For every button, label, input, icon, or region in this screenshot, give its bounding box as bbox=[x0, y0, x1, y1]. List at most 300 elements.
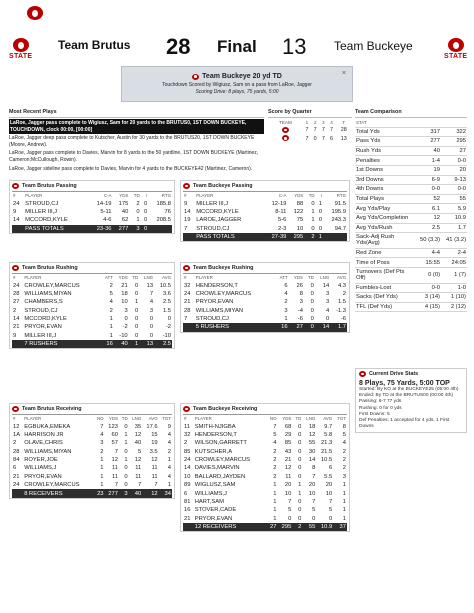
player-name: WILLIAMS,J bbox=[24, 465, 57, 472]
table-row[interactable] bbox=[183, 199, 347, 207]
player-name: PLAYER bbox=[25, 193, 43, 199]
stat-cell: 6 bbox=[329, 465, 333, 472]
stat-cell: 10.9 bbox=[316, 523, 333, 531]
stat-cell: TD bbox=[132, 275, 139, 281]
stat-cell: ATT bbox=[279, 275, 288, 281]
stat-cell: 11 bbox=[285, 473, 292, 480]
stat-value: 50 (3.3) bbox=[415, 233, 441, 249]
stat-cell: 3 bbox=[342, 473, 346, 480]
player-name: SMITH-NJIGBA bbox=[194, 423, 236, 430]
stat-cell: 12 bbox=[308, 431, 316, 438]
stat-cell: 277 bbox=[113, 225, 130, 233]
recent-play-item[interactable]: LaRoe, Jagger pass complete to Davies, Marvin for 8 yards to the 50 yardline, 1ST DOWN BUCKEYE (Martinez, Cameron;McCullough, Rowin). bbox=[9, 150, 259, 163]
stat-cell: 5 bbox=[312, 507, 316, 514]
stat-cell: 12 bbox=[142, 489, 158, 497]
away-score: 13 bbox=[282, 34, 307, 59]
logo-wordmark: STATE bbox=[9, 53, 33, 60]
stat-cell: 30 bbox=[308, 448, 316, 455]
table-row[interactable] bbox=[183, 448, 347, 456]
stat-cell: 0 bbox=[312, 515, 316, 522]
stat-cell: 27 bbox=[289, 323, 304, 331]
stat-cell: 1 bbox=[273, 482, 277, 489]
brutus-receiving-card bbox=[9, 403, 175, 499]
table-row[interactable] bbox=[183, 498, 347, 506]
stat-cell: 7 bbox=[329, 498, 333, 505]
stat-cell: 5 bbox=[342, 431, 346, 438]
stat-cell: 18 bbox=[121, 290, 128, 297]
stat-value: 55 bbox=[441, 194, 467, 204]
stat-cell: AVG bbox=[337, 275, 346, 281]
comparison-row bbox=[355, 267, 467, 283]
table-row[interactable] bbox=[12, 439, 172, 447]
banner-description: Touchdown Scored by Wigiusz, Sam on a pass from LaRoe, Jagger bbox=[162, 82, 312, 88]
table-row[interactable] bbox=[12, 464, 172, 472]
stat-cell: YDS bbox=[293, 275, 303, 281]
stats-table bbox=[183, 192, 347, 241]
stat-cell: YDS bbox=[118, 275, 128, 281]
stats-table bbox=[12, 274, 172, 348]
stat-cell: 55 bbox=[302, 523, 316, 531]
brutus-passing-card bbox=[9, 180, 175, 234]
recent-play-item[interactable]: LaRoe, Jagger pass complete to Wigiusz, Sam for 20 yards to the BRUTUS0, 1ST DOWN BUCKEYE, TOUCHDOWN, clock 00:00, [00:00] bbox=[9, 119, 264, 134]
stat-cell: 19 bbox=[151, 440, 158, 447]
team-comparison-title: Team Comparison bbox=[355, 109, 402, 115]
stat-cell: 1 bbox=[342, 515, 346, 522]
card-header bbox=[12, 406, 172, 415]
stat-cell: 7 bbox=[184, 225, 188, 232]
stat-cell: 1 bbox=[273, 498, 277, 505]
table-row[interactable] bbox=[12, 448, 172, 456]
stat-cell: 2 bbox=[342, 457, 346, 464]
quarter-score: 7 bbox=[321, 135, 325, 142]
table-row[interactable] bbox=[183, 298, 347, 306]
player-name: CROWLEY,MARCUS bbox=[194, 457, 251, 464]
col-header: 1 bbox=[305, 120, 309, 125]
player-name: PLAYER bbox=[24, 275, 42, 281]
player-name: PLAYER bbox=[194, 416, 212, 422]
stat-cell: 5 bbox=[138, 448, 142, 455]
stat-cell: 14-19 bbox=[96, 200, 112, 207]
stat-cell: 32 bbox=[184, 282, 191, 289]
stat-cell: 18 bbox=[308, 423, 316, 430]
table-row[interactable] bbox=[183, 225, 347, 233]
stat-cell: 89 bbox=[184, 482, 191, 489]
stat-cell: 21 bbox=[184, 515, 191, 522]
stat-cell: 195.9 bbox=[331, 208, 346, 215]
stat-value: 0-0 bbox=[441, 156, 467, 166]
player-name: KUTSCHER,A bbox=[194, 448, 233, 455]
player-name: CROWLEY,MARCUS bbox=[195, 290, 252, 297]
player-name: MCCORD,KYLE bbox=[25, 217, 68, 224]
table-row[interactable] bbox=[12, 456, 172, 464]
away-team-name[interactable]: Team Buckeye bbox=[334, 39, 413, 53]
stat-cell: 21 bbox=[13, 473, 20, 480]
current-drive-title: Current Drive Stats bbox=[369, 371, 419, 377]
stat-label: Sack-Adj Rush Yds(Avg) bbox=[355, 233, 415, 249]
stat-cell: 28 bbox=[184, 307, 191, 314]
stat-label: Avg Yds/Completion bbox=[355, 213, 415, 223]
stat-cell: 21 bbox=[184, 299, 191, 306]
table-row[interactable] bbox=[12, 315, 172, 323]
stat-cell: 1 bbox=[129, 340, 140, 348]
stat-cell: 1 bbox=[109, 324, 113, 331]
player-name: 12 RECEIVERS bbox=[194, 523, 267, 531]
recent-plays-panel bbox=[9, 109, 264, 173]
stat-cell: 1 bbox=[167, 482, 171, 489]
stat-label: 4th Downs bbox=[355, 185, 415, 195]
stat-cell: 1 bbox=[311, 217, 315, 224]
stat-cell: 20 bbox=[284, 482, 292, 489]
stat-cell: 6 bbox=[13, 465, 17, 472]
stat-cell: 10 bbox=[325, 490, 333, 497]
stat-cell: 0 bbox=[310, 290, 314, 297]
stat-cell: 1 bbox=[124, 440, 128, 447]
stat-value: 27 bbox=[441, 146, 467, 156]
stat-cell: 7 bbox=[114, 482, 118, 489]
table-row[interactable] bbox=[183, 307, 347, 315]
comparison-row bbox=[355, 223, 467, 233]
stat-cell: 3 bbox=[100, 440, 104, 447]
player-name: PASS TOTALS bbox=[24, 225, 88, 233]
stat-value: 10.9 bbox=[441, 213, 467, 223]
player-name: PRYOR,EVAN bbox=[194, 515, 233, 522]
stat-value: 277 bbox=[415, 137, 441, 147]
stat-cell: C-A bbox=[103, 193, 112, 199]
recent-play-item[interactable]: LaRoe, Jagger sideline pass complete to Davies, Marvin for 4 yards to the BUCKEYE42 (Martinez, Cameron). bbox=[9, 165, 253, 172]
stat-cell: 23-36 bbox=[88, 225, 112, 233]
stat-value: 322 bbox=[441, 127, 467, 137]
team-row bbox=[268, 126, 352, 134]
stats-table bbox=[12, 192, 172, 233]
player-name: MCCORD,KYLE bbox=[24, 316, 67, 323]
stat-cell: 14 bbox=[322, 282, 330, 289]
stat-cell: 4-6 bbox=[103, 217, 112, 224]
stat-cell: # bbox=[184, 193, 187, 199]
stat-cell: 122 bbox=[293, 208, 304, 215]
stat-cell: 0 bbox=[149, 316, 154, 323]
team-logo-icon bbox=[12, 183, 19, 189]
team-logo-icon bbox=[359, 371, 366, 377]
table-row[interactable] bbox=[183, 506, 347, 514]
stat-cell: 0 bbox=[318, 208, 323, 215]
stat-cell: 3.5 bbox=[149, 448, 158, 455]
total-score: 13 bbox=[340, 135, 347, 142]
table-row[interactable] bbox=[183, 315, 347, 323]
stat-cell: 0 bbox=[288, 515, 292, 522]
stat-cell: I bbox=[145, 193, 148, 199]
stat-cell: 2 bbox=[109, 282, 113, 289]
table-row[interactable] bbox=[183, 473, 347, 481]
scoreboard-header bbox=[0, 34, 474, 62]
table-row[interactable] bbox=[12, 307, 172, 315]
stat-cell: 81 bbox=[184, 498, 191, 505]
stat-cell: 1 bbox=[298, 482, 302, 489]
table-row[interactable] bbox=[183, 439, 347, 447]
stat-cell: 1 bbox=[342, 490, 346, 497]
stat-cell: 28 bbox=[13, 448, 20, 455]
table-row[interactable] bbox=[12, 298, 172, 306]
stat-cell: 1 bbox=[342, 482, 346, 489]
stat-cell: 1 bbox=[124, 457, 128, 464]
table-row[interactable] bbox=[183, 216, 347, 224]
player-name: WILLIAMS,MIYAN bbox=[24, 448, 72, 455]
stat-value: 40 bbox=[415, 146, 441, 156]
stat-value: 41 (3.2) bbox=[441, 233, 467, 249]
player-name: MILLER III,J bbox=[196, 200, 229, 207]
player-name: DAVIES,MARVIN bbox=[194, 465, 240, 472]
stat-cell: 2 bbox=[342, 465, 346, 472]
header-row bbox=[183, 274, 347, 281]
stat-value: 1 (7) bbox=[441, 267, 467, 283]
totals-row bbox=[183, 523, 347, 531]
stat-cell: 16 bbox=[100, 340, 113, 348]
stat-cell: 1 bbox=[124, 431, 128, 438]
stat-cell: -2 bbox=[165, 324, 171, 331]
team-logo-icon bbox=[282, 127, 289, 133]
team-logo-icon bbox=[12, 406, 19, 412]
stat-cell: 84 bbox=[13, 457, 20, 464]
stat-cell: 175 bbox=[118, 200, 129, 207]
totals-row bbox=[12, 340, 172, 348]
table-row[interactable] bbox=[12, 431, 172, 439]
stat-cell: 1 bbox=[318, 200, 323, 207]
stat-value: 19 bbox=[415, 165, 441, 175]
stat-cell: 1 bbox=[109, 316, 113, 323]
drive-line: Passing: 6-7 77 yds bbox=[359, 399, 402, 405]
stat-value: 1.7 bbox=[441, 223, 467, 233]
stat-cell: 4 bbox=[326, 307, 330, 314]
quarter-score: 7 bbox=[305, 127, 309, 134]
stat-cell: 0 bbox=[311, 225, 315, 232]
stat-value: 2-4 bbox=[441, 248, 467, 258]
stat-cell: 20 bbox=[308, 482, 316, 489]
player-name: STROUD,CJ bbox=[195, 316, 229, 323]
player-name: HENDERSON,T bbox=[194, 431, 237, 438]
block-o-icon bbox=[27, 6, 43, 20]
comparison-row bbox=[355, 204, 467, 214]
player-name: WILLIAMS,MIYAN bbox=[24, 290, 72, 297]
stat-cell: 0 bbox=[135, 324, 139, 331]
drive-line: Ended: By TD at the BRUTUS00 (00:00 4th) bbox=[359, 393, 454, 399]
header-row bbox=[183, 415, 347, 422]
stat-cell: 5-11 bbox=[100, 208, 112, 215]
table-row[interactable] bbox=[12, 290, 172, 298]
stat-cell: -4 bbox=[297, 307, 303, 314]
table-row[interactable] bbox=[183, 456, 347, 464]
player-name: OLAVE,CHRIS bbox=[24, 440, 63, 447]
card-header bbox=[12, 183, 172, 192]
stat-cell: 9 bbox=[167, 423, 171, 430]
comparison-header-row bbox=[355, 119, 467, 127]
stat-cell: 1.5 bbox=[337, 299, 346, 306]
stat-cell: 26 bbox=[296, 282, 303, 289]
stat-cell: 1 bbox=[342, 498, 346, 505]
stat-cell: LNG bbox=[320, 275, 330, 281]
stat-cell: 0 bbox=[329, 515, 333, 522]
stat-cell: 2 bbox=[109, 307, 113, 314]
stat-cell: 4.3 bbox=[337, 282, 346, 289]
table-row[interactable] bbox=[183, 489, 347, 497]
table-row[interactable] bbox=[12, 473, 172, 481]
stat-cell: 40 bbox=[134, 440, 142, 447]
stat-label: Penalties bbox=[355, 156, 415, 166]
header-row bbox=[12, 274, 172, 281]
stat-cell: # bbox=[13, 416, 16, 422]
score-by-quarter-title: Score by Quarter bbox=[268, 109, 312, 115]
stat-cell: 1 bbox=[316, 233, 324, 241]
stat-cell: 9 bbox=[13, 332, 17, 339]
stat-cell: 7 bbox=[138, 482, 142, 489]
home-team-name[interactable]: Team Brutus bbox=[58, 38, 131, 52]
stat-cell: 0 bbox=[143, 200, 148, 207]
stat-cell: 0 bbox=[124, 473, 128, 480]
stat-cell: 2 bbox=[13, 307, 17, 314]
table-row[interactable] bbox=[12, 481, 172, 489]
stat-cell: 277 bbox=[105, 489, 119, 497]
banner-title: Team Buckeye 20 yd TD bbox=[202, 73, 282, 80]
stat-cell: 1 bbox=[167, 457, 171, 464]
stat-cell: 2 bbox=[304, 233, 315, 241]
table-row[interactable] bbox=[183, 515, 347, 523]
table-row[interactable] bbox=[183, 208, 347, 216]
stat-cell: 0 bbox=[141, 225, 149, 233]
stat-cell: 2 bbox=[13, 440, 17, 447]
stat-cell: 295 bbox=[287, 233, 304, 241]
stat-cell: 28 bbox=[13, 290, 20, 297]
table-row[interactable] bbox=[12, 216, 172, 224]
table-row[interactable] bbox=[12, 199, 172, 207]
card-header bbox=[12, 265, 172, 274]
stat-cell: 12 bbox=[13, 423, 20, 430]
stat-cell: 3 bbox=[299, 299, 303, 306]
card-header bbox=[183, 406, 347, 415]
quarter-score: 7 bbox=[313, 127, 317, 134]
table-row[interactable] bbox=[12, 281, 172, 289]
stat-cell: 11 bbox=[184, 423, 191, 430]
stat-cell: 1 bbox=[284, 316, 288, 323]
stat-cell bbox=[12, 225, 24, 233]
player-name: STROUD,CJ bbox=[25, 200, 59, 207]
stat-cell: AVG bbox=[148, 416, 158, 422]
stat-label: Fumbles-Lost bbox=[355, 283, 415, 293]
stat-cell: 0 bbox=[298, 431, 302, 438]
comparison-row bbox=[355, 146, 467, 156]
close-icon[interactable]: × bbox=[341, 70, 346, 77]
stat-cell: 2 bbox=[284, 299, 288, 306]
stat-cell: 1A bbox=[13, 431, 21, 438]
stat-cell: 3 bbox=[119, 489, 129, 497]
quarter-score: 6 bbox=[330, 135, 333, 142]
stat-value: 3 (14) bbox=[415, 293, 441, 303]
stat-cell: 5 bbox=[329, 507, 333, 514]
stat-cell: 10.5 bbox=[159, 282, 171, 289]
stat-label: Avg Yds/Rush bbox=[355, 223, 415, 233]
stat-cell: 7 bbox=[312, 498, 316, 505]
stat-cell: 295 bbox=[278, 523, 293, 531]
drive-line: Def Penalties: 1 accepted for 4 yds, 1 First Downs bbox=[359, 418, 450, 430]
table-row[interactable] bbox=[12, 422, 172, 430]
stat-value: 1-0 bbox=[441, 283, 467, 293]
table-row[interactable] bbox=[12, 332, 172, 340]
stat-cell: 1 bbox=[100, 473, 104, 480]
stat-cell: -1.3 bbox=[336, 307, 346, 314]
stat-cell: YDS bbox=[282, 416, 292, 422]
stat-cell: 0 bbox=[149, 332, 154, 339]
stat-cell: 2 bbox=[167, 448, 171, 455]
stat-label: 3rd Downs bbox=[355, 175, 415, 185]
player-name: PLAYER bbox=[24, 416, 42, 422]
table-row[interactable] bbox=[183, 481, 347, 489]
stat-cell: 16 bbox=[184, 507, 191, 514]
header-row bbox=[183, 192, 347, 199]
card-title: Team Buckeye Receiving bbox=[193, 406, 258, 412]
stat-cell bbox=[183, 523, 194, 531]
table-row[interactable] bbox=[183, 431, 347, 439]
stat-cell: 0 bbox=[149, 324, 154, 331]
stat-cell: -2 bbox=[122, 324, 128, 331]
team-logo-icon bbox=[183, 265, 190, 271]
stat-cell: 40 bbox=[121, 208, 129, 215]
stat-cell: 0 bbox=[298, 515, 302, 522]
stat-cell: 57 bbox=[111, 440, 118, 447]
stat-cell: 12-19 bbox=[271, 200, 287, 207]
stat-cell: 17.6 bbox=[146, 423, 158, 430]
stat-cell: 4 bbox=[342, 440, 346, 447]
player-name: WILLIAMS,J bbox=[194, 490, 227, 497]
stat-cell: TD bbox=[308, 275, 314, 281]
stat-cell: 8 bbox=[299, 290, 303, 297]
comparison-row bbox=[355, 213, 467, 223]
table-row[interactable] bbox=[183, 290, 347, 298]
table-row[interactable] bbox=[12, 323, 172, 331]
stat-cell: 2 bbox=[273, 465, 277, 472]
player-name: EGBUKA,EMEKA bbox=[24, 423, 71, 430]
team-comparison-panel bbox=[355, 109, 467, 312]
table-row[interactable] bbox=[183, 281, 347, 289]
player-name: MILLER III,J bbox=[25, 208, 58, 215]
stat-cell: ATT bbox=[104, 275, 113, 281]
stat-cell: 10 bbox=[284, 490, 292, 497]
card-header bbox=[183, 183, 347, 192]
col-header: 4 bbox=[330, 120, 333, 125]
card-title: Team Brutus Passing bbox=[22, 183, 77, 189]
stat-cell: 24 bbox=[13, 282, 20, 289]
stat-cell: 35 bbox=[134, 423, 142, 430]
stat-cell bbox=[183, 233, 195, 241]
stat-cell bbox=[12, 489, 23, 497]
stat-cell: 21.5 bbox=[320, 448, 333, 455]
player-name: WIGLUSZ,SAM bbox=[194, 482, 236, 489]
stat-cell: 8 bbox=[312, 465, 316, 472]
stat-cell: 94.7 bbox=[334, 225, 346, 232]
stat-cell: 40 bbox=[114, 340, 129, 348]
table-row[interactable] bbox=[183, 422, 347, 430]
stat-cell: 13 bbox=[146, 282, 154, 289]
stat-cell: 3 bbox=[284, 307, 288, 314]
table-row[interactable] bbox=[183, 464, 347, 472]
player-name: 8 RECEIVERS bbox=[23, 489, 94, 497]
table-row[interactable] bbox=[12, 208, 172, 216]
stat-cell: 5-6 bbox=[278, 217, 287, 224]
logo-wordmark: STATE bbox=[444, 53, 468, 60]
stat-cell: 4 bbox=[149, 299, 154, 306]
stat-cell: 2 bbox=[273, 448, 277, 455]
stat-value: 0-0 bbox=[415, 283, 441, 293]
recent-play-item[interactable]: LaRoe, Jagger deep pass complete to Kutscher, Austin for 30 yards to the BRUTUS20, 1ST DOWN BUCKEYE (Moore, Andrew). bbox=[9, 135, 255, 148]
stat-cell: 11 bbox=[151, 465, 158, 472]
stat-label: STAT bbox=[355, 119, 415, 127]
stat-value: 0 (0) bbox=[415, 267, 441, 283]
